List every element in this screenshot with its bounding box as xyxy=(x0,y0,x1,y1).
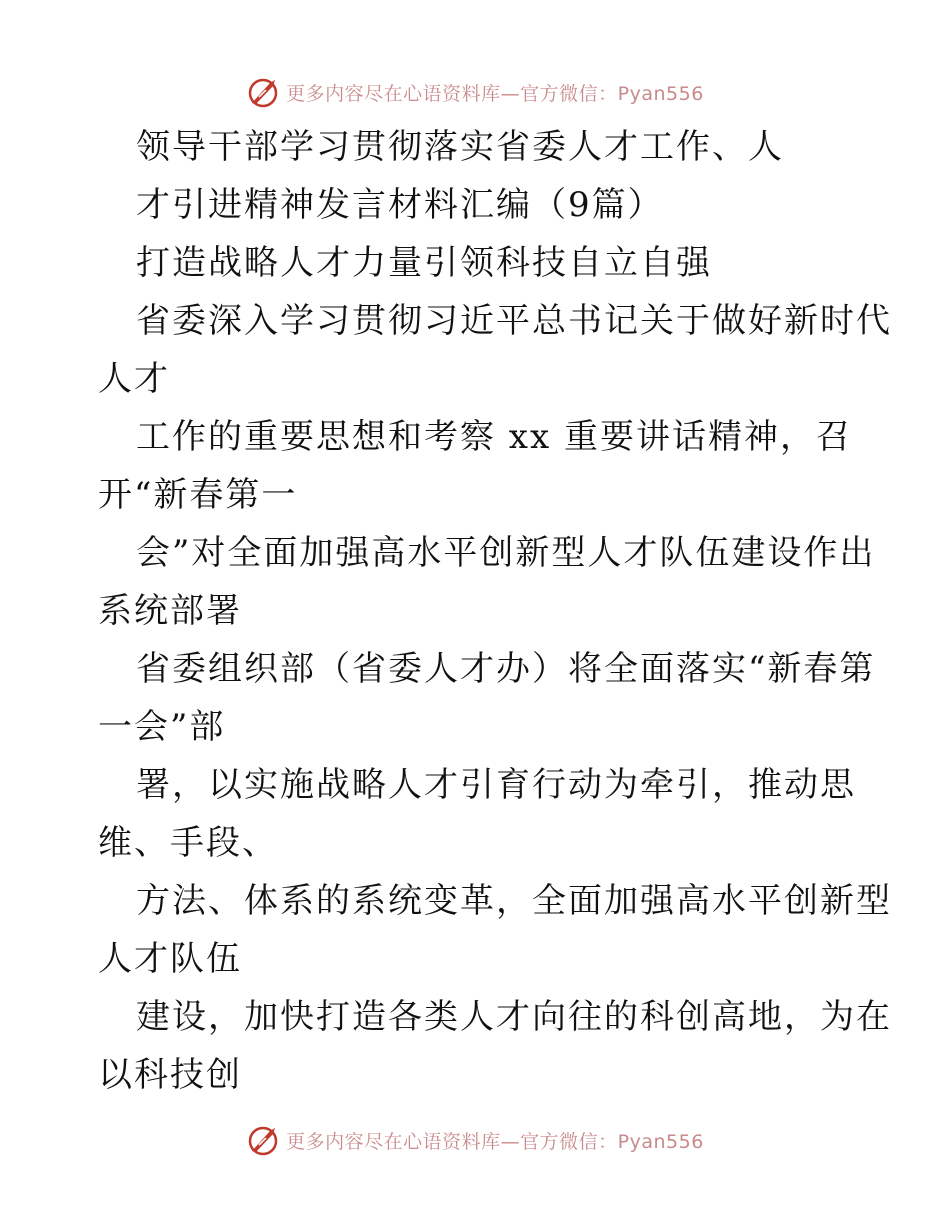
text-line: 人才队伍 xyxy=(98,939,242,979)
text-line: 领导干部学习贯彻落实省委人才工作、人 xyxy=(136,127,784,167)
document-body xyxy=(98,118,892,1104)
text-line: 省委组织部（省委人才办）将全面落实“新春第 xyxy=(136,649,876,689)
text-line: 会”对全面加强高水平创新型人才队伍建设作出 xyxy=(136,533,876,573)
text-line: 署，以实施战略人才引育行动为牵引，推动思 xyxy=(136,765,856,805)
text-line: 开“新春第一 xyxy=(98,475,298,515)
text-line: 才引进精神发言材料汇编（9篇） xyxy=(136,185,664,225)
text-line: 维、手段、 xyxy=(98,823,278,863)
text-line: 人才 xyxy=(98,359,170,399)
text-line: 系统部署 xyxy=(98,591,242,631)
text-line: 方法、体系的系统变革，全面加强高水平创新型 xyxy=(136,881,892,921)
quill-pen-logo-icon xyxy=(246,1123,280,1157)
text-line: 建设，加快打造各类人才向往的科创高地，为在 xyxy=(136,997,892,1037)
text-line: 工作的重要思想和考察 xx 重要讲话精神，召 xyxy=(136,417,852,457)
text-line: 打造战略人才力量引领科技自立自强 xyxy=(136,243,712,283)
watermark-banner-bottom xyxy=(0,1120,950,1160)
text-line: 一会”部 xyxy=(98,707,226,747)
watermark-banner-top xyxy=(0,72,950,112)
text-line: 以科技创 xyxy=(98,1055,242,1095)
text-line: 省委深入学习贯彻习近平总书记关于做好新时代 xyxy=(136,301,892,341)
watermark-text: 更多内容尽在心语资料库—官方微信：Pyan556 xyxy=(286,1130,704,1153)
quill-pen-logo-icon xyxy=(246,75,280,109)
watermark-text: 更多内容尽在心语资料库—官方微信：Pyan556 xyxy=(286,82,704,105)
